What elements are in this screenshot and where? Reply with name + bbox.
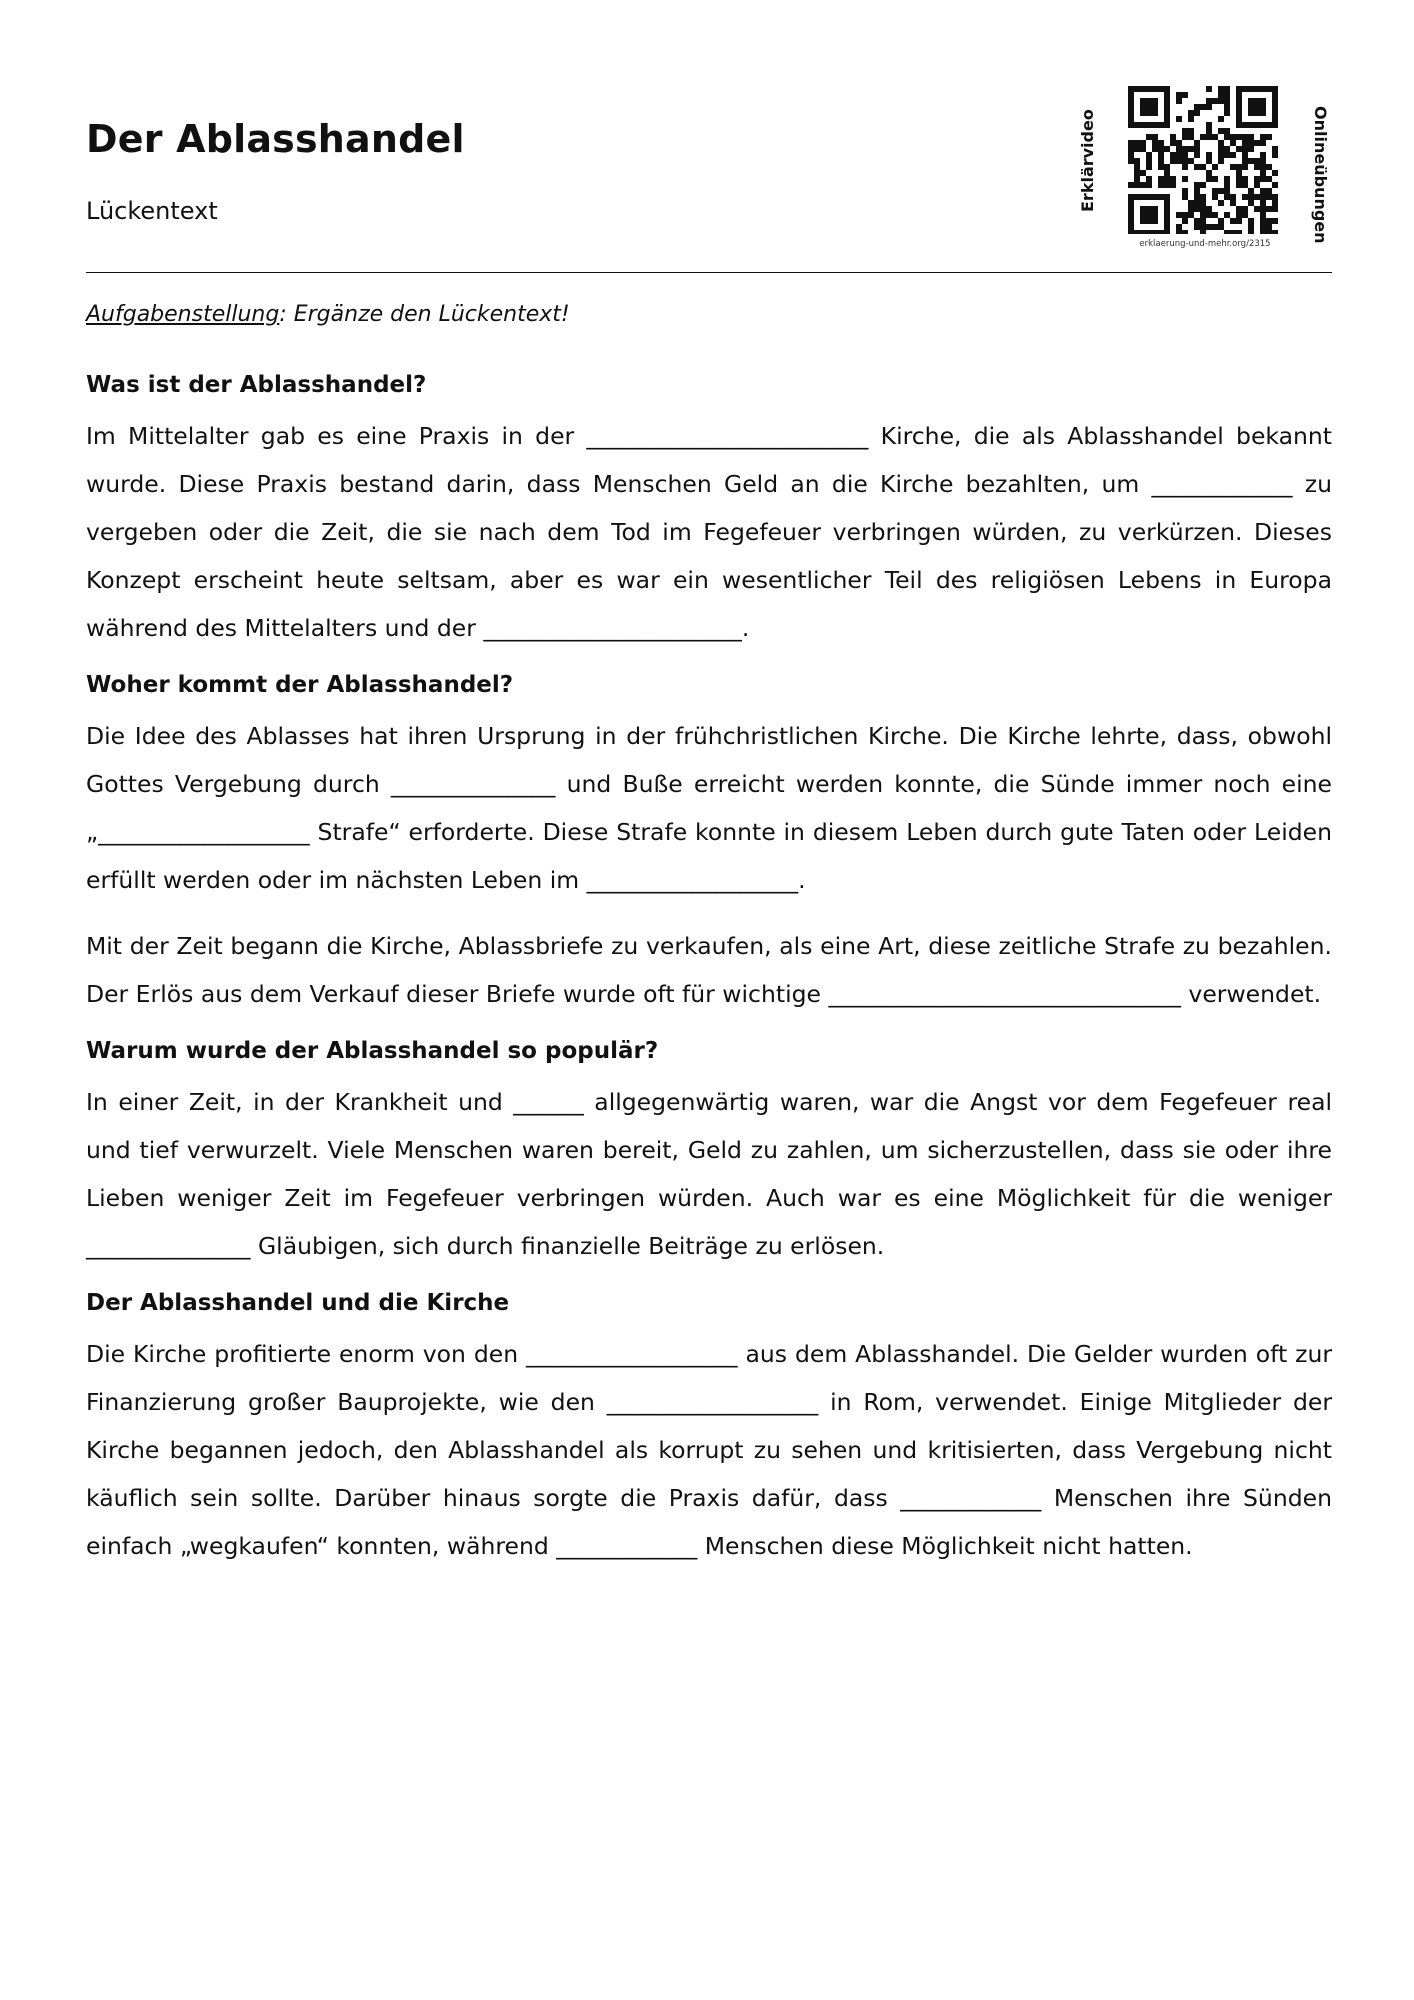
section-heading: Woher kommt der Ablasshandel? [86, 672, 514, 698]
task-label: Aufgabenstellung [86, 302, 280, 327]
qr-left-label: Erklärvideo [1078, 109, 1097, 212]
section-woher [86, 670, 1332, 1018]
task-instruction [86, 302, 570, 327]
section-paragraph: Im Mittelalter gab es eine Praxis in der ________________________ Kirche, die als Ablasshandel bekannt wurde. Diese Praxis bestand darin, dass Menschen Geld an die Kirche bezahlten, um ____________ zu vergeben oder die Zeit, die sie nach dem Tod im Fegefeuer verbringen würden, zu verkürzen. Dieses Konzept erscheint heute seltsam, aber es war ein wesentlicher Teil des religiösen Lebens in Europa während des Mittelalters und der ______________________. [86, 422, 1332, 642]
qr-code-block [1078, 86, 1332, 256]
header-divider [86, 272, 1332, 273]
section-paragraph: In einer Zeit, in der Krankheit und ______ allgegenwärtig waren, war die Angst vor dem Fegefeuer real und tief verwurzelt. Viele Menschen waren bereit, Geld zu zahlen, um sicherzustellen, dass sie oder ihre Lieben weniger Zeit im Fegefeuer verbringen würden. Auch war es eine Möglichkeit für die weniger ______________ Gläubigen, sich durch finanzielle Beiträge zu erlösen. [86, 1088, 1332, 1260]
section-warum [86, 1036, 1332, 1270]
page-subtitle: Lückentext [86, 197, 218, 225]
section-heading: Der Ablasshandel und die Kirche [86, 1290, 510, 1316]
section-paragraph: Die Kirche profitierte enorm von den __________________ aus dem Ablasshandel. Die Gelder wurden oft zur Finanzierung großer Bauprojekte, wie den __________________ in Rom, verwendet. Einige Mitglieder der Kirche begannen jedoch, den Ablasshandel als korrupt zu sehen und kritisierten, dass Vergebung nicht käuflich sein sollte. Darüber hinaus sorgte die Praxis dafür, dass ____________ Menschen ihre Sünden einfach „wegkaufen“ konnten, während ____________ Menschen diese Möglichkeit nicht hatten. [86, 1340, 1332, 1560]
section-paragraph: Mit der Zeit begann die Kirche, Ablassbriefe zu verkaufen, als eine Art, diese zeitliche Strafe zu bezahlen. Der Erlös aus dem Verkauf dieser Briefe wurde oft für wichtige ______________________________ verwendet. [86, 932, 1332, 1008]
section-kirche [86, 1288, 1332, 1570]
section-paragraph: Die Idee des Ablasses hat ihren Ursprung in der frühchristlichen Kirche. Die Kirche lehrte, dass, obwohl Gottes Vergebung durch ______________ und Buße erreicht werden konnte, die Sünde immer noch eine „__________________ Strafe“ erforderte. Diese Strafe konnte in diesem Leben durch gute Taten oder Leiden erfüllt werden oder im nächsten Leben im __________________. [86, 722, 1332, 894]
qr-code-icon[interactable] [1128, 86, 1278, 234]
gap-text-content [86, 370, 1332, 1588]
qr-url-text: erklaerung-und-mehr.org/2315 [1139, 239, 1271, 249]
section-was-ist [86, 370, 1332, 652]
page-title: Der Ablasshandel [86, 117, 465, 161]
section-heading: Was ist der Ablasshandel? [86, 372, 427, 398]
section-heading: Warum wurde der Ablasshandel so populär? [86, 1038, 659, 1064]
task-text: : Ergänze den Lückentext! [279, 302, 570, 327]
qr-right-label: Onlineübungen [1311, 106, 1330, 244]
